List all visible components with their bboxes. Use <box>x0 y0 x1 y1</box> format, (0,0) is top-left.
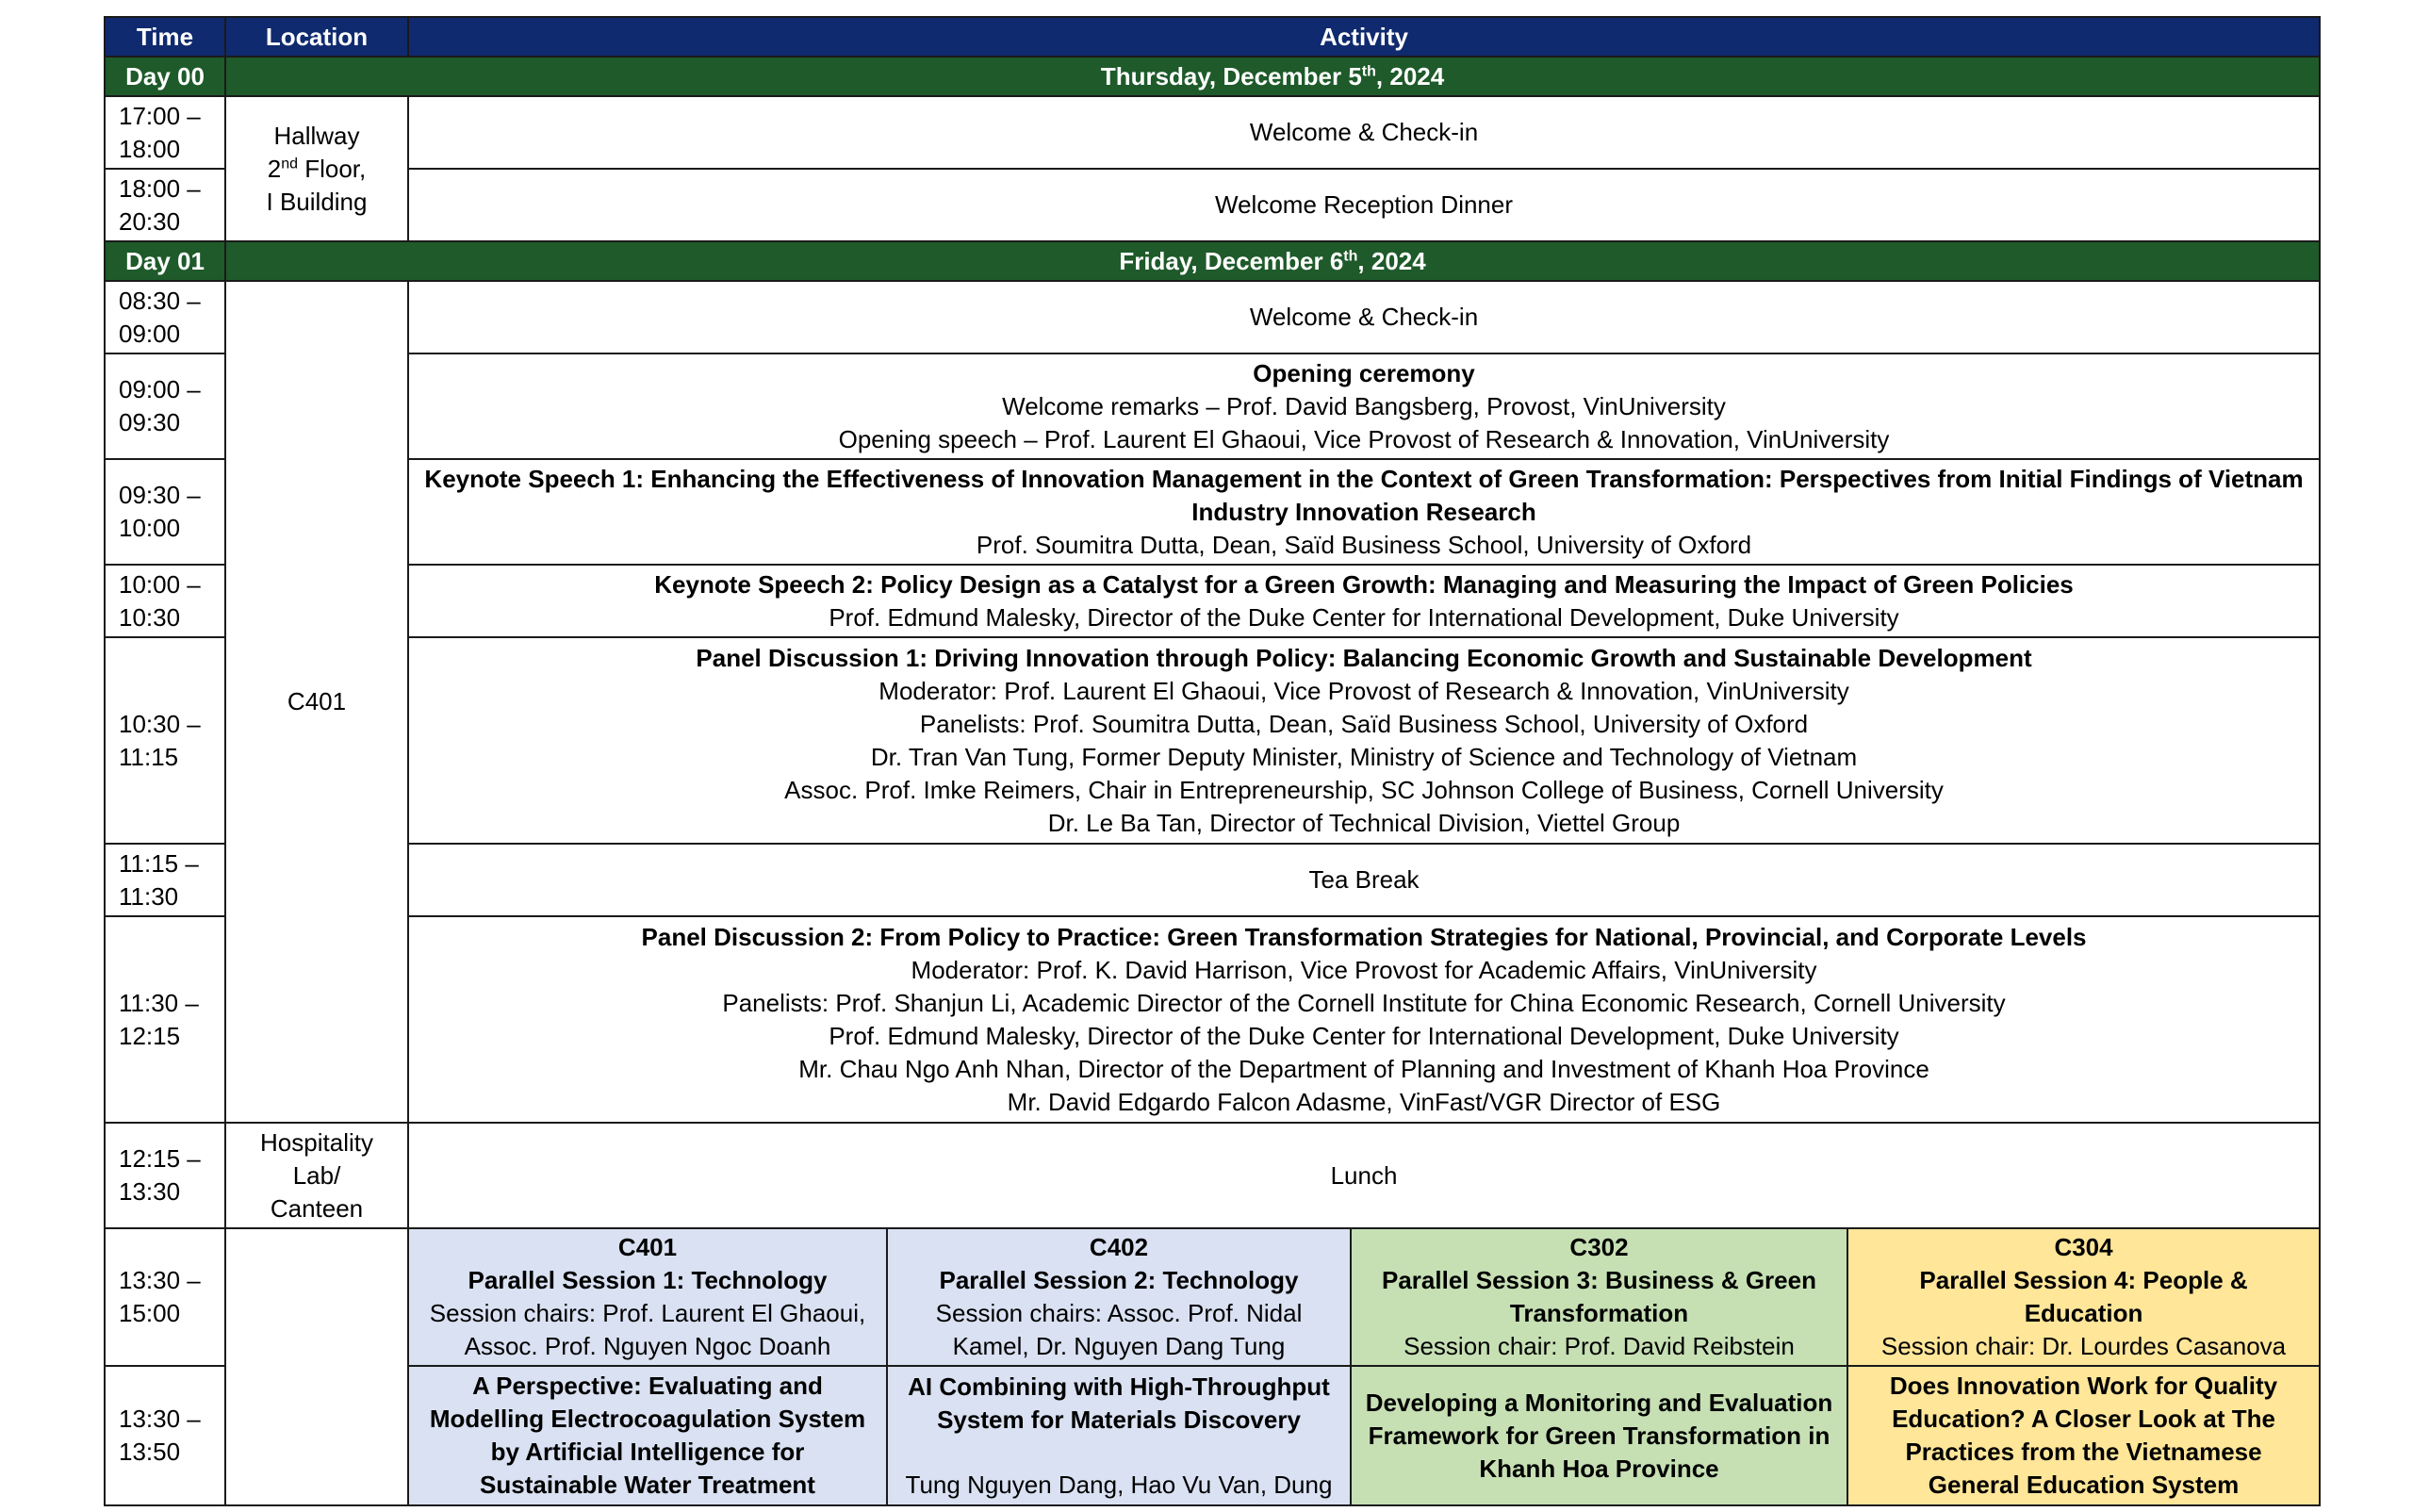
location-cell <box>225 1228 408 1505</box>
time-cell: 18:00 – 20:30 <box>105 169 225 241</box>
schedule-row <box>105 916 2320 1123</box>
time-cell: 11:15 – 11:30 <box>105 844 225 916</box>
time-cell: 13:30 – 13:50 <box>105 1366 225 1505</box>
schedule-row <box>105 1366 2320 1505</box>
schedule-row <box>105 96 2320 169</box>
time-cell: 11:30 – 12:15 <box>105 916 225 1123</box>
time-cell: 10:00 – 10:30 <box>105 565 225 637</box>
talk-cell: Developing a Monitoring and Evaluation Framework for Green Transformation in Khanh Hoa Province <box>1351 1366 1847 1505</box>
header-activity: Activity <box>408 17 2320 57</box>
activity-cell: Welcome Reception Dinner <box>408 169 2320 241</box>
time-cell: 09:00 – 09:30 <box>105 353 225 459</box>
header-time: Time <box>105 17 225 57</box>
activity-cell: Welcome & Check-in <box>408 96 2320 169</box>
location-cell: Hospitality Lab/ Canteen <box>225 1123 408 1228</box>
time-cell: 12:15 – 13:30 <box>105 1123 225 1228</box>
day-row <box>105 241 2320 281</box>
schedule-row <box>105 844 2320 916</box>
activity-cell: Welcome & Check-in <box>408 281 2320 353</box>
session-cell: C401 Parallel Session 1: Technology Session chairs: Prof. Laurent El Ghaoui, Assoc. Prof. Nguyen Ngoc Doanh <box>408 1228 887 1366</box>
day-date: Friday, December 6th, 2024 <box>225 241 2320 281</box>
activity-cell: Panel Discussion 1: Driving Innovation through Policy: Balancing Economic Growth and Sustainable Development Moderator: Prof. Laurent El Ghaoui, Vice Provost of Research & Innovation, VinUniversity Panelists: Prof. Soumitra Dutta, Dean, Saïd Business School, University of Oxford Dr. Tran Van Tung, Former Deputy Minister, Ministry of Science and Technology of Vietnam Assoc. Prof. Imke Reimers, Chair in Entrepreneurship, SC Johnson College of Business, Cornell University Dr. Le Ba Tan, Director of Technical Division, Viettel Group <box>408 637 2320 844</box>
day-label: Day 00 <box>105 57 225 96</box>
activity-cell: Keynote Speech 1: Enhancing the Effectiveness of Innovation Management in the Context of Green Transformation: Perspectives from Initial Findings of Vietnam Industry Innovation Research Prof. Soumitra Dutta, Dean, Saïd Business School, University of Oxford <box>408 459 2320 565</box>
activity-cell: Panel Discussion 2: From Policy to Practice: Green Transformation Strategies for National, Provincial, and Corporate Levels Moderator: Prof. K. David Harrison, Vice Provost for Academic Affairs, VinUniversity Panelists: Prof. Shanjun Li, Academic Director of the Cornell Institute for China Economic Research, Cornell University Prof. Edmund Malesky, Director of the Duke Center for International Development, Duke University Mr. Chau Ngo Anh Nhan, Director of the Department of Planning and Investment of Khanh Hoa Province Mr. David Edgardo Falcon Adasme, VinFast/VGR Director of ESG <box>408 916 2320 1123</box>
schedule-row <box>105 1228 2320 1366</box>
session-cell: C304 Parallel Session 4: People & Education Session chair: Dr. Lourdes Casanova <box>1847 1228 2320 1366</box>
activity-cell: Tea Break <box>408 844 2320 916</box>
time-cell: 08:30 – 09:00 <box>105 281 225 353</box>
schedule-table <box>104 16 2321 1506</box>
schedule-row <box>105 1123 2320 1228</box>
activity-cell: Lunch <box>408 1123 2320 1228</box>
location-cell: C401 <box>225 281 408 1123</box>
activity-cell: Keynote Speech 2: Policy Design as a Catalyst for a Green Growth: Managing and Measuring the Impact of Green Policies Prof. Edmund Malesky, Director of the Duke Center for International Development, Duke University <box>408 565 2320 637</box>
talk-cell: A Perspective: Evaluating and Modelling Electrocoagulation System by Artificial Intelligence for Sustainable Water Treatment <box>408 1366 887 1505</box>
schedule-row <box>105 565 2320 637</box>
time-cell: 17:00 – 18:00 <box>105 96 225 169</box>
day-row <box>105 57 2320 96</box>
schedule-row <box>105 281 2320 353</box>
schedule-row <box>105 637 2320 844</box>
time-cell: 13:30 – 15:00 <box>105 1228 225 1366</box>
time-cell: 10:30 – 11:15 <box>105 637 225 844</box>
talk-cell: AI Combining with High-Throughput System for Materials Discovery Tung Nguyen Dang, Hao Vu Van, Dung <box>887 1366 1351 1505</box>
talk-cell: Does Innovation Work for Quality Education? A Closer Look at The Practices from the Vietnamese General Education System <box>1847 1366 2320 1505</box>
day-date: Thursday, December 5th, 2024 <box>225 57 2320 96</box>
day-label: Day 01 <box>105 241 225 281</box>
schedule-row <box>105 169 2320 241</box>
activity-cell: Opening ceremony Welcome remarks – Prof. David Bangsberg, Provost, VinUniversity Opening speech – Prof. Laurent El Ghaoui, Vice Provost of Research & Innovation, VinUniversity <box>408 353 2320 459</box>
schedule-row <box>105 459 2320 565</box>
location-cell: Hallway 2nd Floor, I Building <box>225 96 408 241</box>
session-cell: C402 Parallel Session 2: Technology Session chairs: Assoc. Prof. Nidal Kamel, Dr. Nguyen Dang Tung <box>887 1228 1351 1366</box>
schedule-row <box>105 353 2320 459</box>
header-location: Location <box>225 17 408 57</box>
time-cell: 09:30 – 10:00 <box>105 459 225 565</box>
header-row <box>105 17 2320 57</box>
session-cell: C302 Parallel Session 3: Business & Green Transformation Session chair: Prof. David Reibstein <box>1351 1228 1847 1366</box>
